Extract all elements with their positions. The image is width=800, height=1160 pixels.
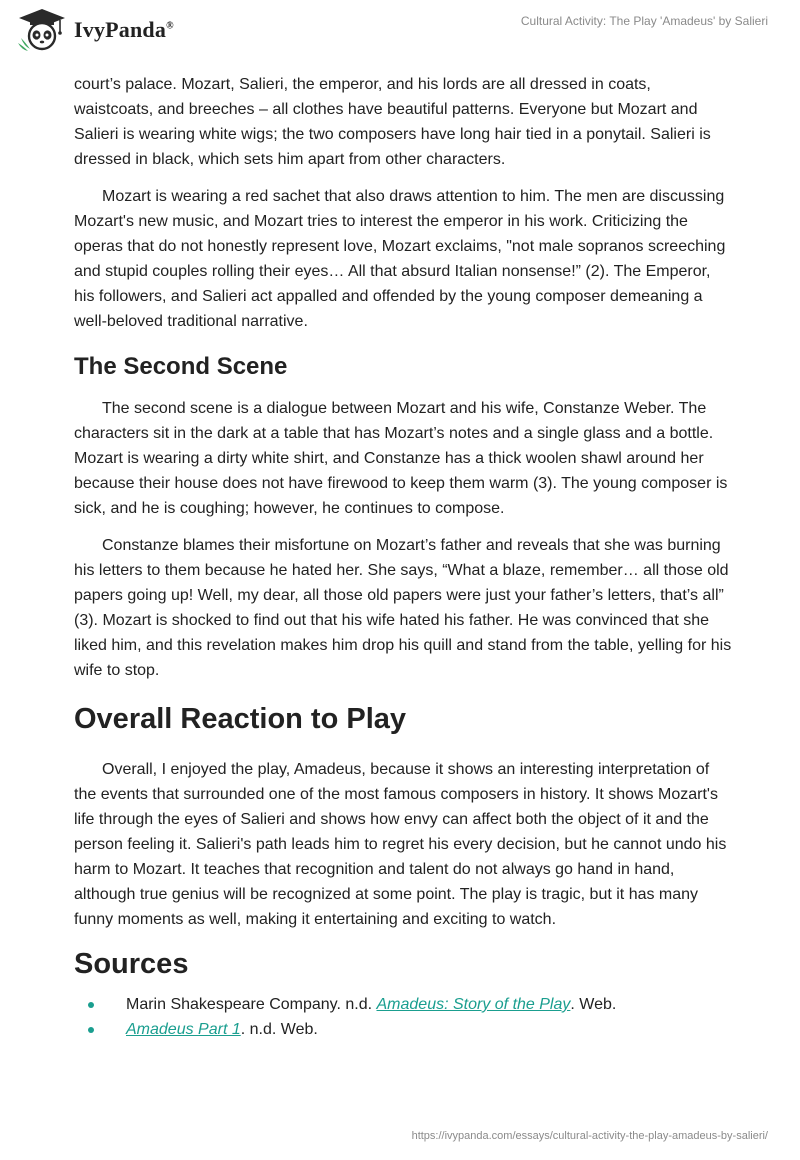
source-suffix: . n.d. Web. bbox=[240, 1021, 318, 1038]
heading-sources: Sources bbox=[74, 948, 189, 980]
bullet-icon bbox=[88, 1002, 94, 1008]
paragraph-overall-reaction: Overall, I enjoyed the play, Amadeus, because it shows an interesting interpretation of the events that surrounded one of the most famous composers in history. It shows Mozart's life through the eyes of Salieri and shows how envy can affect both the object of it and the person feeling it. Salieri's path leads him to regret his every decision, but he cannot undo his harm to Mozart. It teaches that recognition and talent do not always go hand in hand, although true genius will be recognized at some point. The play is tragic, but it has many funny moments as well, making it entertaining and exciting to watch. bbox=[74, 761, 727, 928]
heading-overall-reaction: Overall Reaction to Play bbox=[74, 703, 407, 735]
footer-url: https://ivypanda.com/essays/cultural-activity-the-play-amadeus-by-salieri/ bbox=[411, 1130, 768, 1142]
paragraph-red-sachet: Mozart is wearing a red sachet that also draws attention to him. The men are discussing Mozart's new music, and Mozart tries to interest the emperor in his work. Criticizing the operas that do not honestly represent love, Mozart exclaims, "not male sopranos screeching and stupid couples rolling their eyes… All that absurd Italian nonsense!” (2). The Emperor, his followers, and Salieri act appalled and offended by the young composer demeaning a well-beloved traditional narrative. bbox=[74, 188, 726, 330]
document-title: Cultural Activity: The Play 'Amadeus' by Salieri bbox=[520, 14, 768, 28]
source-suffix: . Web. bbox=[570, 996, 617, 1013]
logo-wordmark: IvyPanda® bbox=[74, 17, 174, 42]
source-link[interactable]: Amadeus: Story of the Play bbox=[376, 996, 571, 1013]
source-prefix: Marin Shakespeare Company. n.d. bbox=[126, 996, 377, 1013]
paragraph-costumes: court’s palace. Mozart, Salieri, the emperor, and his lords are all dressed in coats, waistcoats, and breeches – all clothes have beautiful patterns. Everyone but Mozart and Salieri is wearing white wigs; the two composers have long hair tied in a ponytail. Salieri is dressed in black, which sets him apart from other characters. bbox=[74, 76, 711, 168]
ivypanda-logo[interactable] bbox=[16, 8, 174, 52]
source-item bbox=[74, 992, 734, 1017]
heading-second-scene: The Second Scene bbox=[74, 353, 288, 380]
bullet-icon bbox=[88, 1027, 94, 1033]
page-header bbox=[0, 0, 800, 70]
paragraph-second-scene-intro: The second scene is a dialogue between Mozart and his wife, Constanze Weber. The characters sit in the dark at a table that has Mozart’s notes and a single glass and a bottle. Mozart is wearing a dirty white shirt, and Constanze has a thick woolen shawl around her because their house does not have firewood to keep them warm (3). The young composer is sick, and he is coughing; however, he continues to compose. bbox=[74, 400, 728, 517]
panda-graduate-icon bbox=[16, 8, 68, 52]
source-link[interactable]: Amadeus Part 1 bbox=[126, 1021, 241, 1038]
essay-body bbox=[74, 72, 734, 1042]
sources-list bbox=[74, 992, 734, 1042]
source-item bbox=[74, 1017, 734, 1042]
paragraph-constanze: Constanze blames their misfortune on Mozart’s father and reveals that she was burning his letters to them because he hated her. She says, “What a blaze, remember… all those old papers going up! Well, my dear, all those old papers were just your father’s letters, that’s all” (3). Mozart is shocked to find out that his wife hated his father. He was convinced that she liked him, and this revelation makes him drop his quill and stand from the table, yelling for his wife to stop. bbox=[74, 537, 732, 679]
